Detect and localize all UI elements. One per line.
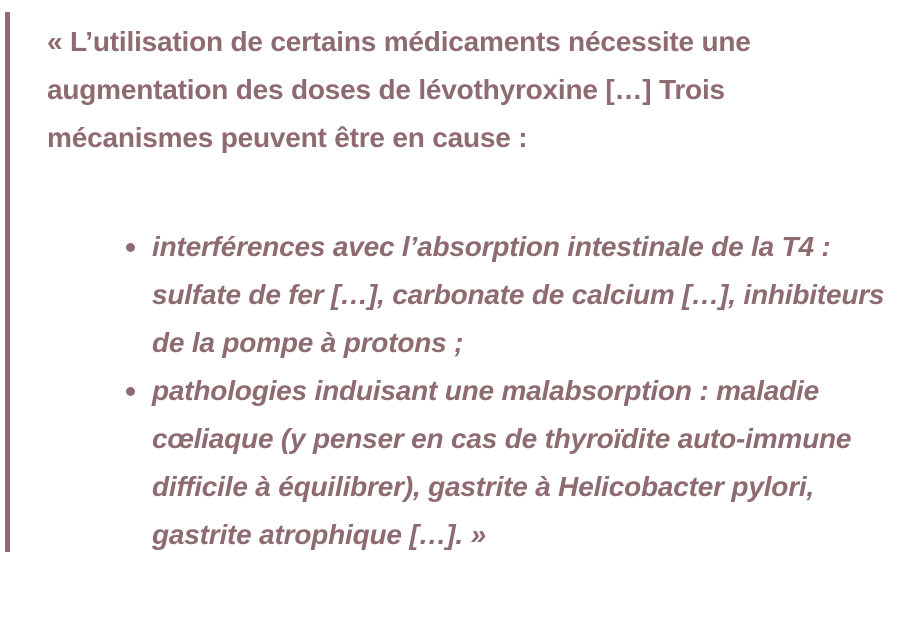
bullet-icon xyxy=(126,387,135,396)
bullet-icon xyxy=(126,243,135,252)
bullet-text: pathologies induisant une malabsorption : maladie cœliaque (y penser en cas de thyroïdite auto-immune difficile à équilibrer), gastrite à Helicobacter pylori, gastrite atrophique […]. » xyxy=(152,375,852,550)
blockquote xyxy=(5,12,885,552)
bullet-item-absorption xyxy=(152,223,892,367)
bullet-list xyxy=(152,223,892,559)
quote-intro: « L’utilisation de certains médicaments nécessite une augmentation des doses de lévothyroxine […] Trois mécanismes peuvent être en cause : xyxy=(47,26,751,153)
bullet-item-malabsorption xyxy=(152,367,892,559)
bullet-text: interférences avec l’absorption intestinale de la T4 : sulfate de fer […], carbonate de calcium […], inhibiteurs de la pompe à protons ; xyxy=(152,231,885,358)
